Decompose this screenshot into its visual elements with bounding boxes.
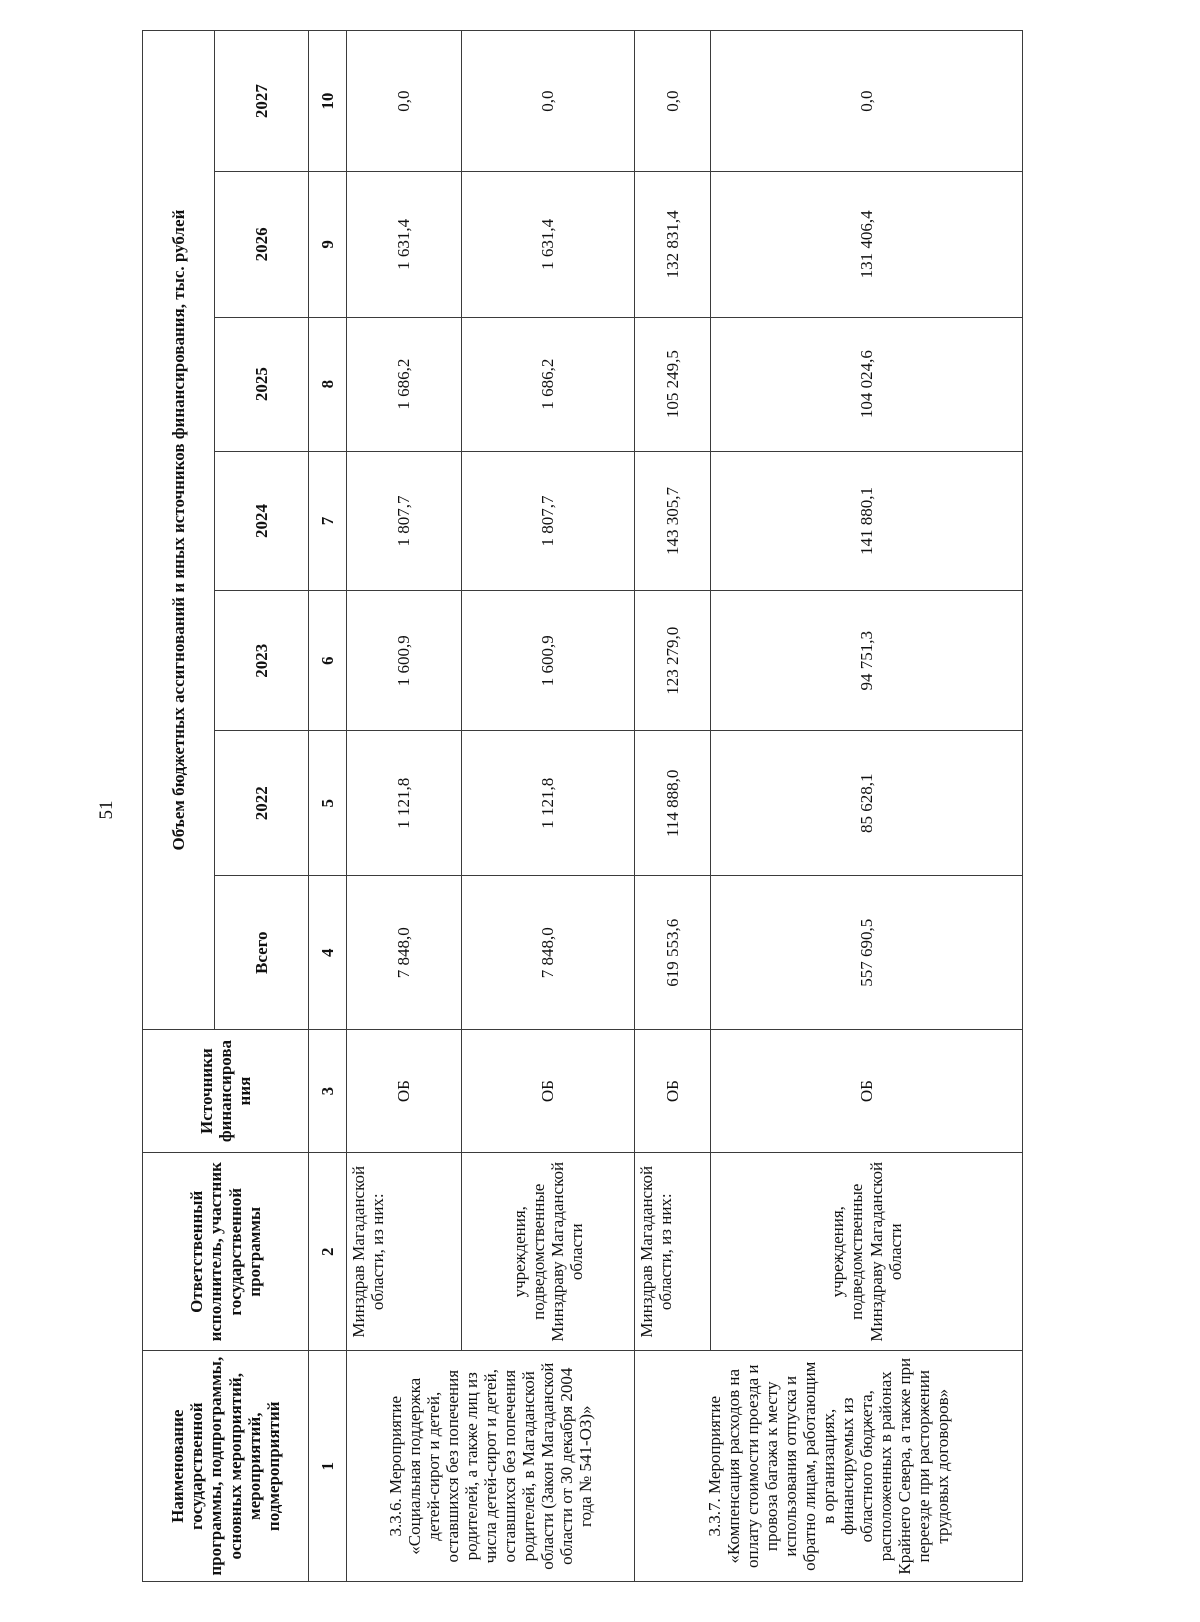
value-cell: 0,0 [635,31,711,172]
value-cell: 1 686,2 [462,317,635,451]
value-cell: 105 249,5 [635,317,711,451]
value-cell: 94 751,3 [711,591,1023,731]
executor: Минздрав Магаданской области, из них: [347,1153,462,1351]
table-row [635,31,711,1582]
value-cell: 557 690,5 [711,876,1023,1030]
value-cell: 7 848,0 [462,876,635,1030]
value-cell: 0,0 [347,31,462,172]
header-year: 2026 [215,172,309,317]
source: ОБ [347,1030,462,1153]
header-source: Источники финансирова ния [143,1030,309,1153]
value-cell: 85 628,1 [711,731,1023,876]
header-name: Наименование государственной программы, подпрограммы, основных мероприятий, мероприятий, подмероприятий [143,1351,309,1582]
page-number: 51 [96,800,117,820]
header-year: 2022 [215,731,309,876]
header-row-1 [143,31,215,1582]
column-number: 4 [309,876,347,1030]
column-number: 8 [309,317,347,451]
value-cell: 131 406,4 [711,172,1023,317]
value-cell: 1 600,9 [462,591,635,731]
value-cell: 1 121,8 [347,731,462,876]
header-year: 2025 [215,317,309,451]
value-cell: 1 631,4 [462,172,635,317]
executor: Минздрав Магаданской области, из них: [635,1153,711,1351]
value-cell: 1 807,7 [462,451,635,591]
measure-name: 3.3.7. Мероприятие «Компенсация расходов на оплату стоимости проезда и провоза багажа к месту использования отпуска и обратно лицам, работающим в организациях, финансируемых из областного бюджета, расположенных в районах Крайнего Севера, а также при переезде при расторжении трудовых договоров» [635,1351,1023,1582]
column-number: 3 [309,1030,347,1153]
column-number: 1 [309,1351,347,1582]
executor: учреждения, подведомственные Минздраву Магаданской области [711,1153,1023,1351]
header-year: Всего [215,876,309,1030]
value-cell: 1 807,7 [347,451,462,591]
rotated-table-wrapper [142,30,1022,1582]
executor: учреждения, подведомственные Минздраву Магаданской области [462,1153,635,1351]
value-cell: 619 553,6 [635,876,711,1030]
source: ОБ [462,1030,635,1153]
value-cell: 141 880,1 [711,451,1023,591]
financing-table [142,30,1023,1582]
source: ОБ [635,1030,711,1153]
column-number: 6 [309,591,347,731]
header-year: 2023 [215,591,309,731]
value-cell: 143 305,7 [635,451,711,591]
table-row [711,31,1023,1582]
header-year: 2027 [215,31,309,172]
value-cell: 0,0 [462,31,635,172]
value-cell: 0,0 [711,31,1023,172]
value-cell: 104 024,6 [711,317,1023,451]
value-cell: 1 121,8 [462,731,635,876]
header-financing-group: Объем бюджетных ассигнований и иных источников финансирования, тыс. рублей [143,31,215,1030]
measure-name: 3.3.6. Мероприятие «Социальная поддержка детей-сирот и детей, оставшихся без попечения родителей, а также лиц из числа детей-сирот и детей, оставшихся без попечения родителей, в Магаданской области (Закон Магаданской области от 30 декабря 2004 года № 541-ОЗ)» [347,1351,635,1582]
column-number: 5 [309,731,347,876]
column-number: 9 [309,172,347,317]
column-numbers-row [309,31,347,1582]
value-cell: 132 831,4 [635,172,711,317]
header-executor: Ответственный исполнитель, участник государственной программы [143,1153,309,1351]
source: ОБ [711,1030,1023,1153]
column-number: 2 [309,1153,347,1351]
value-cell: 7 848,0 [347,876,462,1030]
header-year: 2024 [215,451,309,591]
value-cell: 1 631,4 [347,172,462,317]
value-cell: 114 888,0 [635,731,711,876]
value-cell: 1 600,9 [347,591,462,731]
value-cell: 123 279,0 [635,591,711,731]
value-cell: 1 686,2 [347,317,462,451]
table-row [462,31,635,1582]
table-row [347,31,462,1582]
column-number: 7 [309,451,347,591]
column-number: 10 [309,31,347,172]
